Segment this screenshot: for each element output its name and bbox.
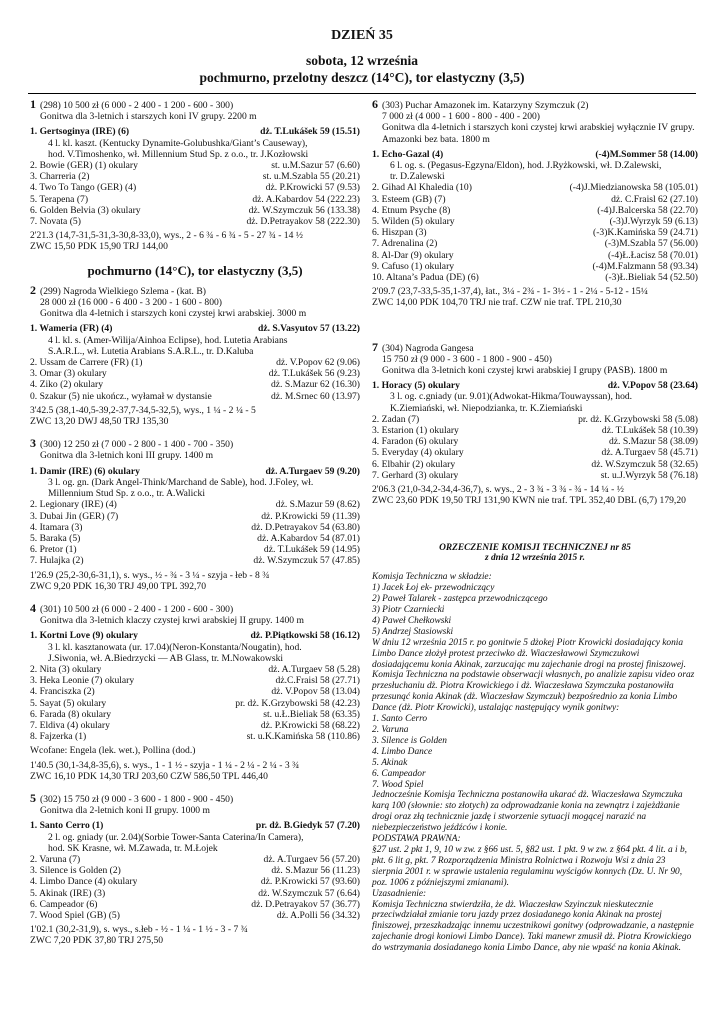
ruling-text: 6. Campeador [372,768,426,779]
jockey-name: (-3)K.Kamińska 59 (24.71) [593,227,698,239]
race-block [30,790,360,947]
date-line: sobota, 12 września [305,53,419,68]
jockey-name: dż. P.Krowicki 57 (93.60) [260,876,360,888]
placing-row [372,414,698,425]
jockey-name: dż. W.Szymczuk 57 (47.85) [253,555,360,567]
race-number: 4 [30,600,36,615]
horse-name: 8. Fajzerka (1) [30,731,87,743]
race-block [372,339,698,507]
race-prize: 15 750 zł (9 000 - 3 600 - 1 800 - 900 - 450) [382,353,552,365]
jockey-name: (-3)J.Wyrzyk 59 (6.13) [609,216,698,228]
race-result: ZWC 9,20 PDK 16,30 TRJ 49,00 TPL 392,70 [30,580,206,592]
race-prize: 7 000 zł (4 000 - 1 600 - 800 - 400 - 200) [382,111,541,123]
jockey-name: st. u.M.Szabla 55 (20.21) [262,171,360,183]
race-block [372,97,698,309]
ruling-text: 5) Andrzej Stasiowski [372,626,454,637]
horse-name: 8. Al-Dar (9) okulary [372,249,454,261]
placing-row [30,357,360,368]
horse-name: 3. Omar (3) okulary [30,368,107,380]
race-title: (299) Nagroda Wielkiego Szlema - (kat. B) [40,285,206,297]
horse-name: 6. Farada (8) okulary [30,708,111,720]
winner-row [30,126,360,137]
commission-ruling [372,543,698,955]
horse-name: 4. Faradon (6) okulary [372,436,459,448]
ruling-text: Jednocześnie Komisja Techniczna postanowiła ukarać dż. Wiaczesława Szymczuka karą 100 (słownie: sto złotych) za odprowadzanie konia na zewnątrz i zajeżdżanie drogi oraz złą technicznie jazdę i stworzenie sytuacji mogącej narazić na niebezpieczeństwo jeźdźców i konie. [372,790,683,834]
jockey-name: dż. A.Turgaev 56 (57.20) [263,853,360,865]
ruling-text: §27 ust. 2 pkt 1, 9, 10 w zw. z §66 ust. 5, §82 ust. 1 pkt. 9 w zw. z §64 pkt. 4 lit. a i b, pkt. 6 lit g, pkt. 7 Rozporządzenia Ministra Rolnictwa i Rozwoju Wsi z dnia 23 sierpnia 2001 r. w sprawie ustalenia regulaminu wyścigów konnych (Dz. U. Nr 90, poz. 1006 z późniejszymi zmianami). [372,844,688,888]
race-title: (304) Nagroda Gangesa [382,342,474,354]
ruling-text: 4) Paweł Chełkowski [372,615,452,626]
race-conditions: Gonitwa dla 2-letnich koni II grupy. 1000 m [40,805,210,817]
race-block [30,436,360,592]
race-header [30,282,360,297]
jockey-name: dż. W.Szymczuk 57 (6.64) [258,887,360,899]
horse-name: 2. Bowie (GER) (1) okulary [30,160,138,172]
jockey-name: st. u.K.Kamińska 58 (110.86) [246,731,360,743]
winner-info: 2 l. og. gniady (ur. 2.04)(Sorbie Tower-Santa Caterina/In Camera), [48,831,304,843]
placing-row [372,459,698,470]
race-header [30,600,360,615]
placing-row [372,182,698,193]
jockey-name: dż. S.Mazur 56 (11.23) [271,865,360,877]
placing-row [30,511,360,522]
placing-row [30,216,360,227]
ruling-text: 2) Paweł Talarek - zastępca przewodniczącego [372,594,548,605]
jockey-name: dż. A.Kabardov 54 (87.01) [257,532,360,544]
race-title: (301) 10 500 zł (6 000 - 2 400 - 1 200 - 600 - 300) [40,603,234,615]
weather-line: pochmurno, przelotny deszcz (14°C), tor elastyczny (3,5) [199,70,525,85]
horse-name: 2. Varuna (7) [30,853,81,865]
jockey-name: dż. T.Lukášek 58 (10.39) [601,425,698,437]
winner-row [30,820,360,831]
horse-name: 3. Estarion (1) okulary [372,425,459,437]
ruling-text: 1. Santo Cerro [372,714,428,725]
ruling-text: 7. Wood Spiel [372,779,424,790]
winner-jockey: dż. P.Piątkowski 58 (16.12) [250,630,360,642]
winner-info: 3 l. og. c.gniady (ur. 9.01)(Adwokat-Hikma/Touwayssan), hod. [390,391,633,403]
winner-jockey: dż. T.Lukášek 59 (15.51) [260,126,360,138]
horse-name: 4. Ziko (2) okulary [30,379,104,391]
winner-info: hod. V.Timoshenko, wł. Millennium Stud Sp. z o.o., tr. J.Kozłowski [48,148,309,160]
jockey-name: dż. S.Mazur 62 (16.30) [271,379,360,391]
ruling-text: 3) Piotr Czarniecki [372,605,445,616]
horse-name: 0. Szakur (5) nie ukończ., wyłamał w dystansie [30,390,212,402]
horse-name: 6. Elbahir (2) okulary [372,458,456,470]
jockey-name: dż. A.Polli 56 (34.32) [276,910,360,921]
jockey-name: dż. S.Mazur 59 (8.62) [275,499,360,511]
jockey-name: dż. W.Szymczuk 56 (133.38) [248,204,360,216]
spacer [372,564,698,572]
jockey-name: (-4)M.Falzmann 58 (93.34) [592,260,698,272]
jockey-name: (-3)Ł.Bieliak 54 (52.50) [605,272,698,284]
jockey-name: st. u.J.Wyrzyk 58 (76.18) [600,469,698,481]
placing-row [30,205,360,216]
placing-row [30,865,360,876]
horse-name: 9. Cafuso (1) okulary [372,260,455,272]
horse-name: 2. Nita (3) okulary [30,663,102,675]
ruling-title: ORZECZENIE KOMISJI TECHNICZNEJ nr 85 [439,542,631,553]
race-conditions: Gonitwa dla 4-letnich i starszych koni czystej krwi arabskiej wyłącznie IV grupy. Amazonki bez bata. 1800 m [382,122,695,145]
race-result: ZWC 7,20 PDK 37,80 TRJ 275,50 [30,935,164,947]
ruling-text: Komisja Techniczna na podstawie obserwacji własnych, po analizie zapisu video oraz przesłuchaniu dż. Piotra Krowickiego i dż. Wiaczesława Szymczuka postanowiła przesunąć konia Akinak (dż. Wiaczesław Szymczuk) bezpośrednio za konia Limbo Dance (dż. Piotr Krowicki), ustalając następujący wynik gonitwy: [372,670,695,714]
race-result: ZWC 23,60 PDK 19,50 TRJ 131,90 KWN nie traf. TPL 352,40 DBL (6,7) 179,20 [372,495,686,507]
winner-jockey: pr. dż. B.Giedyk 57 (7.20) [255,820,360,832]
placing-row [372,238,698,249]
race-result: 2'06.3 (21,0-34,2-34,4-36,7), s. wys., 2 - 3 ¾ - 3 ¾ - ¾ - 14 ¼ - ½ [372,484,624,496]
placing-row [372,227,698,238]
jockey-name: dż. A.Turgaev 58 (45.71) [601,447,698,459]
ruling-text: 4. Limbo Dance [372,746,433,757]
placing-row [30,555,360,566]
jockey-name: dż. A.Kabardov 54 (222.23) [252,193,360,205]
page-header [0,28,724,86]
horse-name: 3. Esteem (GB) (7) [372,193,446,205]
race-title: (302) 15 750 zł (9 000 - 3 600 - 1 800 - 900 - 450) [40,793,234,805]
winner-info: J.Siwonia, wł. A.Biedrzycki — AB Glass, tr. M.Nowakowski [48,652,284,664]
race-header [30,97,360,111]
placing-row [30,910,360,921]
horse-name: 7. Novata (5) [30,216,81,228]
winner-jockey: dż. V.Popov 58 (23.64) [607,380,698,392]
horse-name: 4. Itamara (3) [30,521,83,533]
jockey-name: dż. D.Petrayakov 58 (222.30) [246,216,360,228]
placing-row [372,272,698,283]
jockey-name: dż.C.Fraisl 58 (27.71) [275,675,360,687]
horse-name: 10. Altana’s Padua (DE) (6) [372,272,479,284]
placing-row [372,216,698,227]
winner-info: 6 l. og. s. (Pegasus-Egzyna/Eldon), hod. J.Ryżkowski, wł. D.Zalewski, [390,160,662,172]
horse-name: 5. Wilden (5) okulary [372,216,455,228]
race-title: (303) Puchar Amazonek im. Katarzyny Szymczuk (2) [382,100,589,111]
race-result: ZWC 15,50 PDK 15,90 TRJ 144,00 [30,241,168,253]
placing-row [30,379,360,390]
ruling-text: 5. Akinak [372,757,408,768]
ruling-text: Komisja Techniczna w składzie: [372,572,492,583]
placing-row [30,675,360,686]
race-result: 1'40.5 (30,1-34,8-35,6), s. wys., 1 - 1 ½ - szyja - 1 ¼ - 2 ¼ - 2 ¼ - 3 ¾ [30,759,300,771]
header-rule [28,93,696,94]
race-number: 3 [30,436,36,451]
jockey-name: dż. T.Lukášek 59 (14.95) [263,544,360,556]
horse-name: 7. Adrenalina (2) [372,238,438,250]
horse-name: 7. Gerhard (3) okulary [372,469,459,481]
placing-row [30,522,360,533]
jockey-name: st. u.Ł.Bieliak 58 (63.35) [263,708,360,720]
race-header [30,436,360,451]
winner-info: hod. SK Krasne, wł. M.Zawada, tr. M.Łojek [48,842,218,854]
jockey-name: dż. A.Turgaev 58 (5.28) [268,663,360,675]
race-header [372,339,698,354]
horse-name: 5. Everyday (4) okulary [372,447,464,459]
left-column [30,97,360,959]
horse-name: 4. Etnum Psyche (8) [372,204,451,216]
horse-name: 7. Wood Spiel (GB) (5) [30,910,120,921]
placing-row [30,533,360,544]
race-number: 5 [30,790,36,805]
placing-row [372,447,698,458]
race-conditions: Gonitwa dla 3-letnich klaczy czystej krwi arabskiej II grupy. 1400 m [40,615,304,627]
race-number: 2 [30,282,36,297]
jockey-name: dż. M.Srnec 60 (13.97) [271,390,360,402]
placing-row [30,194,360,205]
placing-row [372,250,698,261]
race-result: ZWC 13,20 DWJ 48,50 TRJ 135,30 [30,416,169,428]
spacer [372,321,698,343]
jockey-name: dż. V.Popov 58 (13.04) [271,686,360,698]
race-block [30,282,360,428]
winner-row [30,323,360,334]
ruling-text: W dniu 12 września 2015 r. po gonitwie 5 dżokej Piotr Krowicki dosiadający konia Limbo Dance złożył protest przeciwko dż. Wiaczesławowi Szymczukowi dosiadającemu konia Akinak, zarzucając mu zajechanie drogi na prostej finiszowej. [372,637,686,670]
race-conditions: Gonitwa dla 3-letnich koni czystej krwi arabskiej I grupy (PASB). 1800 m [382,365,668,377]
ruling-text: Uzasadnienie: [372,888,427,899]
winner-name: 1. Kortni Love (9) okulary [30,630,138,642]
winner-info: 4 l. kl. kaszt. (Kentucky Dynamite-Golubushka/Giant’s Causeway), [48,137,308,149]
horse-name: 3. Silence is Golden (2) [30,865,121,877]
race-result: 1'26.9 (25,2-30,6-31,1), s. wys., ½ - ¾ - 3 ¼ - szyja - łeb - 8 ¾ [30,569,270,581]
race-conditions: Gonitwa dla 3-letnich i starszych koni IV grupy. 2200 m [40,111,257,123]
jockey-name: dż. V.Popov 62 (9.06) [276,357,360,369]
jockey-name: pr. dż. K.Grzybowski 58 (42.23) [235,697,360,709]
horse-name: 3. Dubai Jin (GER) (7) [30,510,119,522]
winner-name: 1. Santo Cerro (1) [30,820,104,832]
ruling-text: 3. Silence is Golden [372,735,447,746]
placing-row [30,664,360,675]
winner-info: K.Ziemiański, wł. Niepodzianka, tr. K.Ziemiański [390,402,583,414]
race-block [30,97,360,253]
placing-row [30,499,360,510]
jockey-name: dż. C.Fraisl 62 (27.10) [611,193,698,205]
placing-row [30,368,360,379]
jockey-name: dż. T.Lukášek 56 (9.23) [268,368,360,380]
placing-row [30,698,360,709]
horse-name: 2. Zadan (7) [372,413,420,425]
winner-info: Millennium Stud Sp. z o.o., tr. A.Walicki [48,488,205,500]
winner-name: 1. Echo-Gazal (4) [372,148,444,160]
horse-name: 2. Ussam de Carrere (FR) (1) [30,357,143,369]
horse-name: 4. Two To Tango (GER) (4) [30,182,137,194]
jockey-name: dż. P.Krowicki 58 (68.22) [260,719,360,731]
day-title: DZIEŃ 35 [331,28,393,43]
horse-name: 5. Akinak (IRE) (3) [30,887,106,899]
placing-row [30,160,360,171]
winner-row [372,149,698,160]
ruling-text: Komisja Techniczna stwierdziła, że dż. Wiaczesław Szyinczuk nieskutecznie przeciwdziałał zmianie toru jazdy przez dosiadanego konia Akinak na prostej finiszowej, przeszkadzając innemu uczestnikowi gonitwy (odprowadzanie, a następnie zajechanie drogi koniowi Limbo Dance). Taki manewr zmusił dż. Piotra Krowickiego do wstrzymania dosiadanego konia Limbo Dance, aby nie wpaść na konia Akinak. [372,899,694,954]
winner-info: 3 l. kl. kasztanowata (ur. 17.04)(Neron-Konstanta/Nougatin), hod. [48,641,302,653]
race-header [372,97,698,111]
withdrawn-note: Wcofane: Engela (lek. wet.), Pollina (dod.) [30,745,196,757]
race-title: (300) 12 250 zł (7 000 - 2 800 - 1 400 - 700 - 350) [40,439,234,451]
winner-row [372,380,698,391]
section-heading: pochmurno (14°C), tor elastyczny (3,5) [87,262,303,278]
race-result: 3'42.5 (38,1-40,5-39,2-37,7-34,5-32,5), wys., 1 ¼ - 2 ¼ - 5 [30,404,256,416]
placing-row [30,854,360,865]
winner-name: 1. Wameria (FR) (4) [30,323,113,335]
placing-row [372,436,698,447]
horse-name: 2. Gihad Al Khaledia (10) [372,182,472,194]
jockey-name: dż. P.Krowicki 59 (11.39) [261,510,360,522]
jockey-name: dż. P.Krowicki 57 (9.53) [265,182,360,194]
horse-name: 2. Legionary (IRE) (4) [30,499,117,511]
jockey-name: dż. W.Szymczuk 58 (32.65) [591,458,698,470]
ruling-text: 1) Jacek Łoj ek- przewodniczący [372,583,495,594]
jockey-name: pr. dż. K.Grzybowski 58 (5.08) [578,413,698,425]
race-number: 7 [372,339,378,354]
race-result: 2'21.3 (14,7-31,5-31,3-30,8-33,0), wys., 2 - 6 ¾ - 6 ¾ - 5 - 27 ¾ - 14 ½ [30,230,303,242]
winner-jockey: dż. S.Vasyutov 57 (13.22) [258,323,360,335]
race-title: (298) 10 500 zł (6 000 - 2 400 - 1 200 - 600 - 300) [40,100,234,111]
horse-name: 7. Hulajka (2) [30,555,84,567]
race-result: ZWC 14,00 PDK 104,70 TRJ nie traf. CZW nie traf. TPL 210,30 [372,297,622,309]
winner-row [30,630,360,641]
jockey-name: dż. D.Petrayakov 57 (36.77) [251,898,360,910]
placing-row [372,261,698,272]
jockey-name: dż. S.Mazur 58 (38.09) [609,436,698,448]
horse-name: 6. Hiszpan (3) [372,227,427,239]
race-conditions: Gonitwa dla 3-letnich koni III grupy. 1400 m [40,450,214,462]
winner-jockey: dż. A.Turgaev 59 (9.20) [265,465,360,477]
ruling-text: PODSTAWA PRAWNA: [372,834,461,845]
jockey-name: (-4)J.Balcerska 58 (22.70) [597,204,698,216]
winner-row [30,466,360,477]
horse-name: 5. Sayat (5) okulary [30,697,107,709]
winner-name: 1. Damir (IRE) (6) okulary [30,465,140,477]
horse-name: 7. Eldiva (4) okulary [30,719,110,731]
race-prize: 28 000 zł (16 000 - 6 400 - 3 200 - 1 600 - 800) [40,297,222,309]
winner-name: 1. Horacy (5) okulary [372,380,460,392]
jockey-name: (-4)Ł.Łacisz 58 (70.01) [607,249,698,261]
jockey-name: (-3)M.Szabla 57 (56.00) [604,238,698,250]
race-header [30,790,360,805]
placing-row [30,709,360,720]
placing-row [30,686,360,697]
ruling-text: 2. Varuna [372,725,409,735]
placing-row [372,205,698,216]
horse-name: 6. Campeador (6) [30,898,98,910]
placing-row [372,194,698,205]
race-number: 1 [30,97,36,111]
race-block [30,600,360,782]
race-result: 2'09.7 (23,7-33,5-35,1-37,4), łat., 3¼ - 2¾ - 1- 3½ - 1 - 2¼ - 5-12 - 15¼ [372,286,648,298]
winner-name: 1. Gertsoginya (IRE) (6) [30,126,130,138]
horse-name: 5. Terapena (7) [30,193,89,205]
placing-row [30,720,360,731]
placing-row [30,391,360,402]
horse-name: 4. Franciszka (2) [30,686,95,698]
race-result: ZWC 16,10 PDK 14,30 TRJ 203,60 CZW 586,50 TPL 446,40 [30,770,268,782]
race-result: 1'02.1 (30,2-31,9), s. wys., s.łeb - ½ - 1 ¼ - 1 ½ - 3 - 7 ¾ [30,924,248,936]
ruling-subtitle: z dnia 12 września 2015 r. [484,553,586,564]
jockey-name: st. u.M.Sazur 57 (6.60) [271,160,360,172]
placing-row [30,731,360,742]
placing-row [372,470,698,481]
winner-info: 3 l. og. gn. (Dark Angel-Think/Marchand de Sable), hod. J.Foley, wł. [48,476,314,488]
placing-row [30,888,360,899]
placing-row [30,171,360,182]
winner-jockey: (-4)M.Sommer 58 (14.00) [595,148,698,160]
placing-row [30,182,360,193]
right-column [372,97,698,954]
placing-row [30,544,360,555]
horse-name: 6. Golden Belvia (3) okulary [30,204,141,216]
placing-row [372,425,698,436]
winner-info: tr. D.Zalewski [390,171,445,183]
spacer [372,519,698,543]
horse-name: 4. Limbo Dance (4) okulary [30,876,138,888]
horse-name: 3. Charreria (2) [30,171,90,183]
race-number: 6 [372,97,378,111]
jockey-name: dż. D.Petrayakov 54 (63.80) [251,521,360,533]
placing-row [30,899,360,910]
horse-name: 3. Heka Leonie (7) okulary [30,675,135,687]
horse-name: 6. Pretor (1) [30,544,77,556]
horse-name: 5. Baraka (5) [30,532,81,544]
jockey-name: (-4)J.Miedzianowska 58 (105.01) [569,182,698,194]
winner-info: S.A.R.L., wł. Lutetia Arabians S.A.R.L., tr. D.Kaluba [48,345,254,357]
winner-info: 4 l. kl. s. (Amer-Wilija/Ainhoa Eclipse), hod. Lutetia Arabians [48,334,288,346]
placing-row [30,876,360,887]
race-conditions: Gonitwa dla 4-letnich i starszych koni czystej krwi arabskiej. 3000 m [40,308,307,320]
